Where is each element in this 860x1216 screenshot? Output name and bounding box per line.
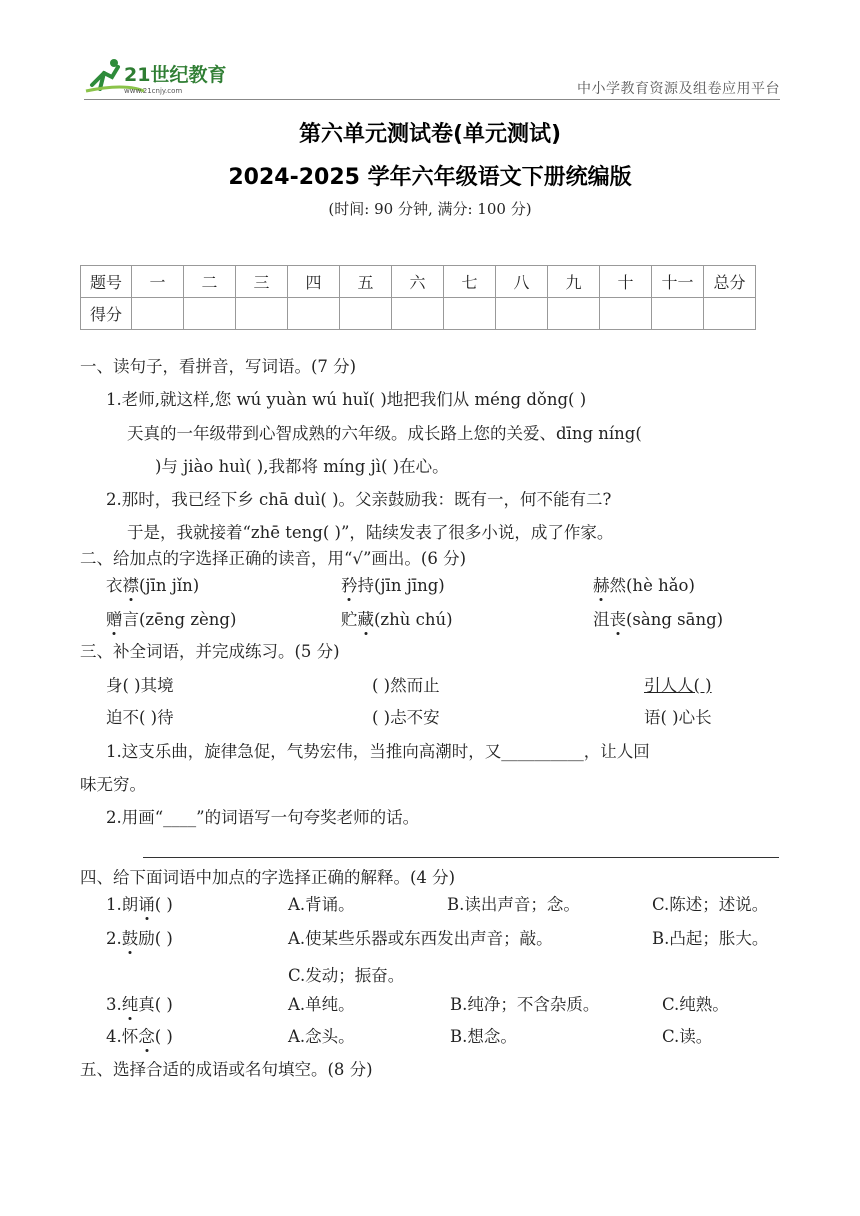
q3-word: 身( )其境 bbox=[106, 676, 174, 695]
score-cell[interactable] bbox=[236, 298, 288, 330]
q4-option: B.读出声音；念。 bbox=[447, 895, 580, 914]
q4-word: 1.朗诵( ) bbox=[106, 895, 173, 914]
table-cell: 二 bbox=[184, 266, 236, 298]
score-cell[interactable] bbox=[600, 298, 652, 330]
table-cell: 五 bbox=[340, 266, 392, 298]
q3-word: 引人人( ) bbox=[644, 676, 712, 695]
table-cell: 三 bbox=[236, 266, 288, 298]
table-cell: 四 bbox=[288, 266, 340, 298]
score-cell[interactable] bbox=[496, 298, 548, 330]
score-cell[interactable] bbox=[288, 298, 340, 330]
q2-item: 沮丧(sàng sāng) bbox=[593, 610, 724, 629]
q3-word: 语( )心长 bbox=[644, 708, 712, 727]
q3-sentence2: 2.用画“____”的词语写一句夸奖老师的话。 bbox=[106, 808, 420, 827]
exam-info: (时间: 90 分钟, 满分: 100 分) bbox=[328, 200, 532, 218]
score-cell[interactable] bbox=[444, 298, 496, 330]
q4-word: 2.鼓励( ) bbox=[106, 929, 173, 948]
q3-sentence1-cont: 味无穷。 bbox=[80, 775, 146, 794]
q1-line3: )与 jiào huì( ),我都将 míng jì( )在心。 bbox=[155, 457, 449, 476]
q3-word: ( )然而止 bbox=[372, 676, 440, 695]
q1-line5: 于是，我就接着“zhē teng( )”，陆续发表了很多小说，成了作家。 bbox=[127, 523, 614, 542]
table-cell: 十 bbox=[600, 266, 652, 298]
q1-line4: 2.那时，我已经下乡 chā duì( )。父亲鼓励我：既有一，何不能有二? bbox=[106, 490, 612, 509]
score-cell[interactable] bbox=[548, 298, 600, 330]
score-table-header-row bbox=[81, 266, 756, 298]
table-cell: 八 bbox=[496, 266, 548, 298]
score-cell[interactable] bbox=[132, 298, 184, 330]
q4-option: A.单纯。 bbox=[288, 995, 355, 1014]
q4-option: B.纯净；不含杂质。 bbox=[450, 995, 600, 1014]
score-table-score-row bbox=[81, 298, 756, 330]
q4-word: 3.纯真( ) bbox=[106, 995, 173, 1014]
score-cell[interactable] bbox=[340, 298, 392, 330]
q3-word: ( )忐不安 bbox=[372, 708, 440, 727]
table-cell: 七 bbox=[444, 266, 496, 298]
table-cell: 得分 bbox=[81, 298, 132, 330]
q1-line2: 天真的一年级带到心智成熟的六年级。成长路上您的关爱、dīng níng( bbox=[127, 424, 642, 443]
q5-heading: 五、选择合适的成语或名句填空。(8 分) bbox=[80, 1060, 373, 1079]
q4-option: C.读。 bbox=[662, 1027, 713, 1046]
q1-line1: 1.老师,就这样,您 wú yuàn wú huǐ( )地把我们从 méng dǒng( ) bbox=[106, 390, 587, 409]
q1-heading: 一、读句子，看拼音，写词语。(7 分) bbox=[80, 357, 357, 376]
answer-line[interactable] bbox=[143, 857, 779, 858]
header-divider bbox=[84, 99, 780, 100]
q2-item: 赫然(hè hǎo) bbox=[593, 576, 695, 595]
q4-option: A.背诵。 bbox=[288, 895, 355, 914]
q4-word: 4.怀念( ) bbox=[106, 1027, 173, 1046]
score-cell[interactable] bbox=[652, 298, 704, 330]
q4-option: B.想念。 bbox=[450, 1027, 517, 1046]
score-cell[interactable] bbox=[704, 298, 756, 330]
table-cell: 一 bbox=[132, 266, 184, 298]
runner-logo-icon bbox=[84, 55, 244, 97]
q2-item: 矜持(jīn jīng) bbox=[341, 576, 445, 595]
table-cell: 六 bbox=[392, 266, 444, 298]
logo-text: 21世纪教育 bbox=[124, 64, 227, 86]
table-cell: 九 bbox=[548, 266, 600, 298]
q4-heading: 四、给下面词语中加点的字选择正确的解释。(4 分) bbox=[80, 868, 456, 887]
q3-word: 迫不( )待 bbox=[106, 708, 174, 727]
q3-heading: 三、补全词语，并完成练习。(5 分) bbox=[80, 642, 340, 661]
q2-item: 贮藏(zhù chú) bbox=[341, 610, 453, 629]
q3-sentence1: 1.这支乐曲，旋律急促，气势宏伟，当推向高潮时，又__________，让人回 bbox=[106, 742, 650, 761]
q4-option: C.陈述；述说。 bbox=[652, 895, 769, 914]
title-line2: 2024-2025 学年六年级语文下册统编版 bbox=[228, 165, 632, 190]
table-cell: 总分 bbox=[704, 266, 756, 298]
platform-label: 中小学教育资源及组卷应用平台 bbox=[577, 81, 780, 97]
q4-option: C.发动；振奋。 bbox=[288, 966, 405, 985]
q4-option: B.凸起；胀大。 bbox=[652, 929, 769, 948]
logo-url: www.21cnjy.com bbox=[124, 87, 183, 95]
q4-option: C.纯熟。 bbox=[662, 995, 729, 1014]
score-cell[interactable] bbox=[184, 298, 236, 330]
q4-option: A.使某些乐器或东西发出声音；敲。 bbox=[288, 929, 553, 948]
q2-item: 赠言(zēng zèng) bbox=[106, 610, 237, 629]
table-cell: 十一 bbox=[652, 266, 704, 298]
score-cell[interactable] bbox=[392, 298, 444, 330]
table-cell: 题号 bbox=[81, 266, 132, 298]
q4-option: A.念头。 bbox=[288, 1027, 355, 1046]
title-line1: 第六单元测试卷(单元测试) bbox=[298, 122, 562, 147]
q2-heading: 二、给加点的字选择正确的读音，用“√”画出。(6 分) bbox=[80, 549, 467, 568]
q2-item: 衣襟(jīn jǐn) bbox=[106, 576, 200, 595]
logo bbox=[84, 55, 244, 97]
score-table bbox=[80, 265, 756, 330]
